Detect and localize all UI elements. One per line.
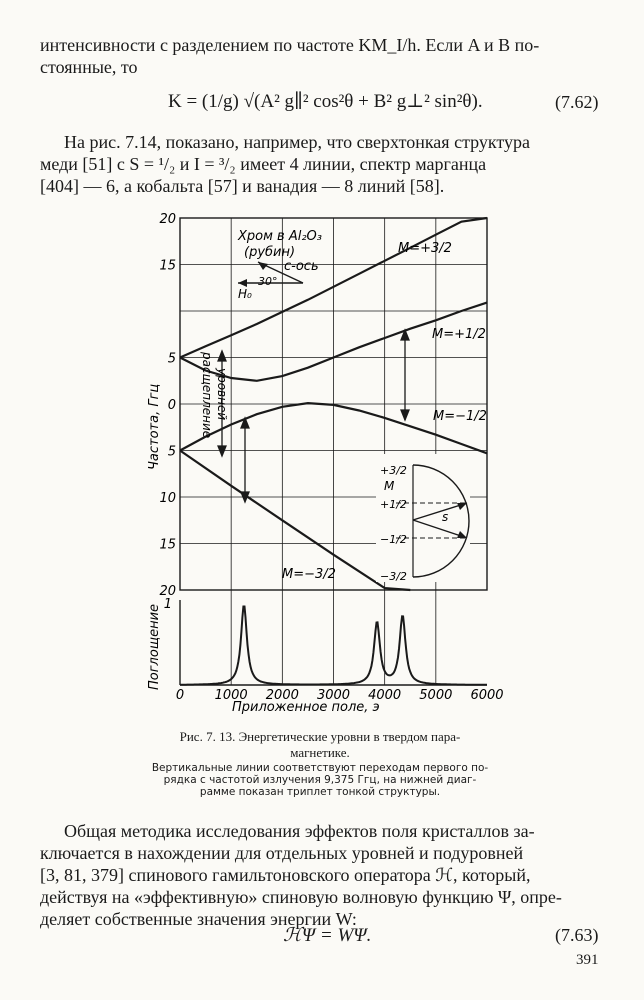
text-line: На рис. 7.14, показано, например, что сверхтонкая структура [64, 132, 531, 152]
x-tick-label: 3000 [316, 688, 351, 703]
caption-line: Рис. 7. 13. Энергетические уровни в твердом пара- [179, 729, 461, 744]
label-m-plus-1-2: M=+1/2 [432, 327, 486, 342]
text-line: интенсивности с разделением по частоте KM_I/h. Если A и B по- [40, 35, 540, 55]
angle-label: 30° [258, 275, 278, 288]
inset-title: Хром в Al₂O₃ [238, 229, 323, 244]
x-tick-label: 5000 [419, 688, 453, 703]
y-tick-label: 15 [159, 258, 176, 274]
caption-note [120, 762, 520, 798]
chart-grid [180, 218, 487, 685]
x-tick-label: 0 [175, 688, 185, 703]
caption-note-line: рядка с частотой излучения 9,375 Ггц, на нижней диаг- [163, 774, 477, 786]
label-minus-3-2: −3/2 [380, 570, 407, 583]
absorption-panel [164, 597, 487, 685]
text-line: [3, 81, 379] спинового гамильтоновского оператора ℋ, который, [40, 865, 531, 885]
y-tick-label: 20 [159, 584, 176, 599]
label-m-plus-3-2: M=+3/2 [398, 241, 452, 256]
y-tick-label: 10 [159, 491, 176, 506]
caption-line: магнетике. [290, 745, 350, 760]
x-axis-title: Приложенное поле, э [232, 700, 380, 715]
spin-vector-label: s [442, 510, 449, 524]
caption-note-line: рамме показан триплет тонкой структуры. [199, 786, 441, 798]
arrow-head [218, 351, 226, 361]
splitting-label-2: уровней [215, 368, 229, 421]
label-m-minus-1-2: M=−1/2 [433, 409, 487, 424]
splitting-label: расщепление [200, 352, 214, 439]
y-tick-label: 0 [167, 398, 176, 413]
figure-caption [120, 729, 520, 761]
y-tick-label: 15 [159, 537, 176, 553]
x-tick-label: 6000 [470, 688, 504, 703]
m-axis-label: M [384, 479, 395, 493]
y-tick-label: 5 [167, 444, 176, 460]
label-plus-1-2: +1/2 [380, 498, 407, 511]
text-line: Общая методика исследования эффектов поля кристаллов за- [64, 821, 535, 841]
equation-number: (7.62) [555, 92, 599, 112]
text-line: действуя на «эффективную» спиновую волновую функцию Ψ, опре- [40, 887, 562, 907]
caption-note-line: Вертикальные линии соответствуют переходам первого по- [151, 762, 489, 774]
c-axis-label: c-ось [284, 259, 319, 274]
text-line: меди [51] с S = ¹/₂ и I = ³/₂ имеет 4 линии, спектр марганца [40, 154, 487, 174]
equation-number: (7.63) [555, 925, 599, 945]
absorption-tick: 1 [163, 597, 172, 612]
label-plus-3-2: +3/2 [380, 464, 407, 477]
arrow-head [218, 446, 226, 456]
absorption-axis-title: Поглощение [147, 603, 162, 690]
x-tick-label: 1000 [214, 688, 248, 703]
bottom-paragraph [40, 820, 604, 930]
text-line: стоянные, то [40, 57, 138, 77]
spin-diagram [376, 454, 470, 583]
x-tick-label: 2000 [265, 688, 299, 703]
label-m-minus-3-2: M=−3/2 [282, 567, 336, 582]
field-arrow-icon [238, 279, 247, 287]
page-number: 391 [576, 952, 599, 968]
inset-diagram [237, 229, 322, 301]
text-line: [404] — 6, а кобальта [57] и ванадия — 8 линий [58]. [40, 176, 445, 196]
equation-7-63: ℋΨ = WΨ. [283, 925, 372, 946]
x-tick-label: 4000 [368, 688, 402, 703]
arrow-head [401, 410, 409, 420]
text-line: деляет собственные значения энергии W: [40, 909, 357, 929]
y-tick-label: 20 [159, 212, 176, 227]
y-tick-label: 5 [167, 351, 176, 367]
label-minus-1-2: −1/2 [380, 533, 407, 546]
text-line: ключается в нахождении для отдельных уровней и подуровней [40, 843, 524, 863]
field-label: H₀ [238, 287, 252, 301]
y-axis-title: Частота, Ггц [147, 383, 162, 470]
equation-7-62: K = (1/g) √(A² g∥² cos²θ + B² g⊥² sin²θ). [168, 91, 483, 112]
inset-subtitle: (рубин) [244, 245, 296, 260]
